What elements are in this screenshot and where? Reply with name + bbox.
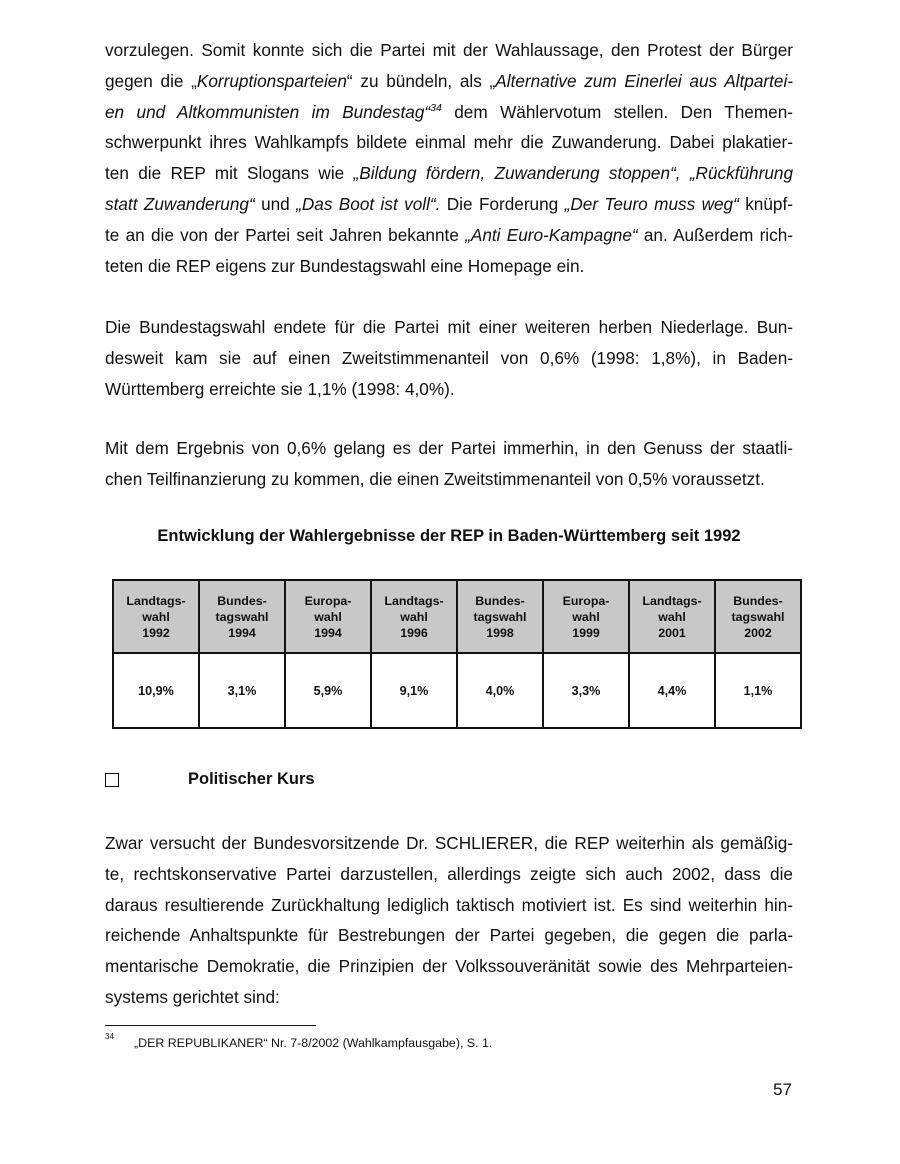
text-run: dem Wählervotum stellen. Den Themen-	[441, 101, 793, 122]
footnote-separator	[105, 1025, 316, 1026]
text-line	[105, 220, 793, 251]
text-line	[105, 312, 793, 343]
table-header-cell: Landtags- wahl 1992	[113, 580, 199, 653]
footnote-number: 34	[105, 1032, 114, 1041]
text-run: knüpf-	[738, 193, 793, 214]
text-line	[105, 859, 793, 890]
text-run: schwerpunkt ihres Wahlkampfs bildete einmal mehr die Zuwanderung. Dabei plakatier-	[105, 132, 793, 153]
text-run: desweit kam sie auf einen Zweitstimmenanteil von 0,6% (1998: 1,8%), in Baden-	[105, 347, 793, 368]
footnote-text: „DER REPUBLIKANER“ Nr. 7-8/2002 (Wahlkampfausgabe), S. 1.	[134, 1036, 493, 1050]
text-line	[105, 189, 793, 220]
text-line	[105, 97, 793, 128]
table-value-cell: 1,1%	[715, 653, 801, 728]
paragraph-political-course	[105, 828, 793, 1013]
text-run: Zwar versucht der Bundesvorsitzende Dr. SCHLIERER, die REP weiterhin als gemäßig-	[105, 833, 793, 853]
table-header-cell: Landtags- wahl 2001	[629, 580, 715, 653]
text-line	[105, 982, 793, 1013]
footnote-reference: 34	[430, 101, 442, 114]
text-run: te an die von der Partei seit Jahren bekannte	[105, 224, 466, 245]
text-run: vorzulegen. Somit konnte sich die Partei mit der Wahlaussage, den Protest der Bürger	[105, 40, 793, 60]
text-run: und	[254, 193, 297, 214]
text-line	[105, 35, 793, 66]
text-line	[105, 127, 793, 158]
table-header-cell: Europa- wahl 1994	[285, 580, 371, 653]
text-run: Mit dem Ergebnis von 0,6% gelang es der Partei immerhin, in den Genuss der staatli-	[105, 438, 793, 458]
text-run: systems gerichtet sind:	[105, 986, 280, 1007]
section-heading-text: Politischer Kurs	[188, 770, 315, 788]
italic-quote: „Das Boot ist voll“.	[296, 193, 441, 214]
text-run: teten die REP eigens zur Bundestagswahl eine Homepage ein.	[105, 255, 585, 276]
italic-quote: Korruptionsparteien	[196, 70, 347, 91]
text-run: Die Forderung	[440, 193, 565, 214]
text-run: Die Bundestagswahl endete für die Partei mit einer weiteren herben Niederlage. Bun-	[105, 317, 793, 337]
text-line	[105, 251, 793, 282]
italic-quote: „Der Teuro muss weg“	[564, 193, 739, 214]
text-line	[105, 828, 793, 859]
text-line	[105, 464, 793, 495]
text-line	[105, 951, 793, 982]
italic-quote: „Bildung fördern, Zuwanderung stoppen“, „Rückführung	[353, 163, 793, 184]
italic-quote: statt Zuwanderung“	[105, 193, 255, 214]
table-value-cell: 3,3%	[543, 653, 629, 728]
text-run: “ zu bündeln, als „	[346, 70, 496, 91]
table-value-cell: 3,1%	[199, 653, 285, 728]
text-line	[105, 890, 793, 921]
table-header-row	[113, 580, 801, 653]
text-line	[105, 66, 793, 97]
text-line	[105, 343, 793, 374]
table-header-cell: Landtags- wahl 1996	[371, 580, 457, 653]
text-line	[105, 158, 793, 189]
page-number: 57	[773, 1080, 792, 1099]
table-title: Entwicklung der Wahlergebnisse der REP in Baden-Württemberg seit 1992	[157, 527, 741, 545]
text-line	[105, 374, 793, 405]
italic-quote: „Anti Euro-Kampagne“	[465, 224, 638, 245]
text-line	[105, 920, 793, 951]
text-run: Württemberg erreichte sie 1,1% (1998: 4,0%).	[105, 378, 455, 399]
table-value-cell: 10,9%	[113, 653, 199, 728]
paragraph-election-result	[105, 312, 793, 404]
text-run: ten die REP mit Slogans wie	[105, 163, 354, 184]
text-line	[105, 433, 793, 464]
table-value-cell: 9,1%	[371, 653, 457, 728]
checkbox-bullet-icon	[105, 773, 119, 787]
paragraph-campaign	[105, 35, 793, 281]
table-values-row	[113, 653, 801, 728]
text-run: chen Teilfinanzierung zu kommen, die einen Zweitstimmenanteil von 0,5% voraussetzt.	[105, 468, 765, 489]
text-run: daraus resultierende Zurückhaltung lediglich taktisch motiviert ist. Es sind weiterhin hin-	[105, 894, 793, 915]
text-run: reichende Anhaltspunkte für Bestrebungen der Partei gegeben, die gegen die parla-	[105, 925, 793, 946]
text-run: te, rechtskonservative Partei darzustellen, allerdings zeigte sich auch 2002, dass die	[105, 863, 793, 884]
italic-quote: Alternative zum Einerlei aus Altpartei-	[495, 70, 793, 91]
election-results-table	[112, 579, 802, 729]
table-value-cell: 4,4%	[629, 653, 715, 728]
table-value-cell: 5,9%	[285, 653, 371, 728]
italic-quote: en und Altkommunisten im Bundestag“	[105, 101, 431, 122]
table-header-cell: Bundes- tagswahl 2002	[715, 580, 801, 653]
table-header-cell: Europa- wahl 1999	[543, 580, 629, 653]
table-value-cell: 4,0%	[457, 653, 543, 728]
table-header-cell: Bundes- tagswahl 1994	[199, 580, 285, 653]
paragraph-party-financing	[105, 433, 793, 495]
text-run: an. Außerdem rich-	[637, 224, 793, 245]
text-run: mentarische Demokratie, die Prinzipien der Volkssouveränität sowie des Mehrparteien-	[105, 956, 793, 977]
text-run: gegen die „	[105, 70, 197, 91]
table-header-cell: Bundes- tagswahl 1998	[457, 580, 543, 653]
